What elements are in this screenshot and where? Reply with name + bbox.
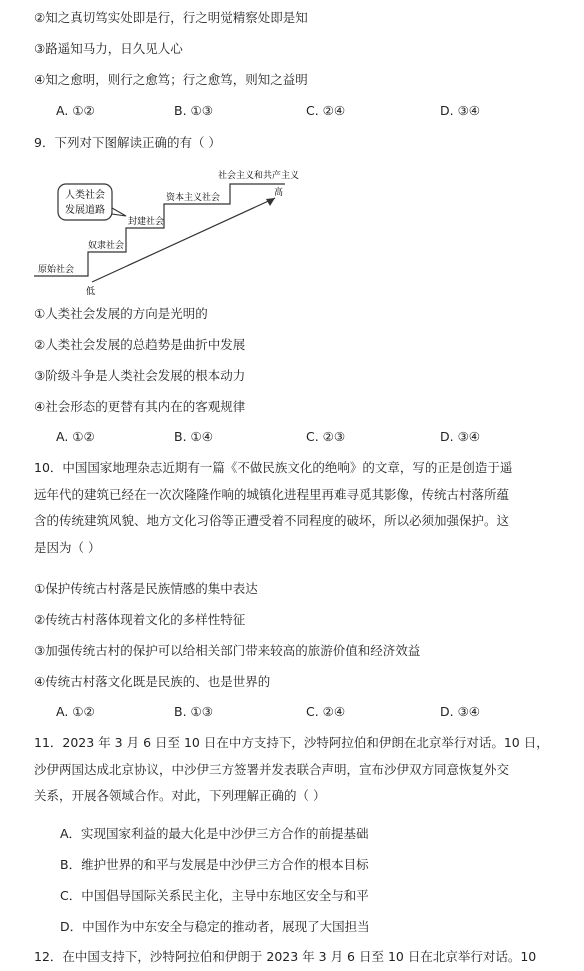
- q11-option-a[interactable]: A．实现国家利益的最大化是中沙伊三方合作的前提基础: [60, 826, 369, 841]
- q10-statement-4: ④传统古村落文化既是民族的、也是世界的: [34, 674, 271, 689]
- q9-statement-3: ③阶级斗争是人类社会发展的根本动力: [34, 368, 246, 383]
- q11-option-c[interactable]: C．中国倡导国际关系民主化，主导中东地区安全与和平: [60, 888, 369, 903]
- q8-statement-2: ②知之真切笃实处即是行，行之明觉精察处即是知: [34, 10, 308, 25]
- q10-option-b[interactable]: B. ①③: [174, 704, 213, 719]
- q10-stem-line-3: 含的传统建筑风貌、地方文化习俗等正遭受着不同程度的破坏，所以必须加强保护。这: [34, 513, 510, 528]
- q10-option-c[interactable]: C. ②④: [306, 704, 346, 719]
- low-label: 低: [86, 287, 96, 297]
- q10-option-d[interactable]: D. ③④: [440, 704, 480, 719]
- q8-option-c[interactable]: C. ②④: [306, 103, 346, 118]
- q9-statement-4: ④社会形态的更替有其内在的客观规律: [34, 399, 246, 414]
- q10-statement-3: ③加强传统古村的保护可以给相关部门带来较高的旅游价值和经济效益: [34, 643, 421, 658]
- q12-stem: 12．在中国支持下，沙特阿拉伯和伊朗于 2023 年 3 月 6 日至 10 日在北京举行对话。10: [34, 949, 537, 964]
- q10-stem: [34, 455, 556, 561]
- q9-option-b[interactable]: B. ①④: [174, 429, 213, 444]
- q11-stem-line-3: 关系，开展各领域合作。对此，下列理解正确的（ ）: [34, 788, 326, 803]
- q8-options: [56, 103, 556, 121]
- q10-stem-line-2: 远年代的建筑已经在一次次隆隆作响的城镇化进程里再难寻觅其影像，传统古村落所蕴: [34, 486, 510, 502]
- q11-stem: [34, 730, 556, 810]
- q11-stem-line-1: 11．2023 年 3 月 6 日至 10 日在中方支持下，沙特阿拉伯和伊朗在北京举行对话。10 日，: [34, 735, 549, 750]
- q9-statement-1: ①人类社会发展的方向是光明的: [34, 306, 208, 321]
- q9-stem: 9．下列对下图解读正确的有（ ）: [34, 135, 221, 150]
- q8-option-a[interactable]: A. ①②: [56, 103, 95, 118]
- bubble-text-1: 人类社会: [65, 190, 105, 201]
- bubble-text-2: 发展道路: [65, 205, 105, 216]
- high-label: 高: [274, 188, 284, 198]
- q10-stem-line-1: 10．中国国家地理杂志近期有一篇《不做民族文化的绝响》的文章，写的正是创造于遥: [34, 460, 513, 475]
- q10-statement-2: ②传统古村落体现着文化的多样性特征: [34, 612, 246, 627]
- stage-feudal: 封建社会: [128, 217, 165, 227]
- bubble-tail: [112, 208, 126, 216]
- q9-option-c[interactable]: C. ②③: [306, 429, 346, 444]
- stage-socialist-communist: 社会主义和共产主义: [218, 171, 300, 181]
- trend-arrow: [92, 198, 275, 282]
- stage-primitive: 原始社会: [38, 265, 75, 275]
- q8-statement-4: ④知之愈明，则行之愈笃；行之愈笃，则知之益明: [34, 72, 308, 87]
- q9-option-d[interactable]: D. ③④: [440, 429, 480, 444]
- q8-statement-3: ③路遥知马力，日久见人心: [34, 41, 183, 56]
- stage-capitalist: 资本主义社会: [166, 193, 221, 203]
- q8-option-b[interactable]: B. ①③: [174, 103, 213, 118]
- stage-slave: 奴隶社会: [88, 241, 125, 251]
- q11-option-b[interactable]: B．维护世界的和平与发展是中沙伊三方合作的根本目标: [60, 857, 369, 872]
- q10-stem-line-4: 是因为（ ）: [34, 539, 101, 555]
- q10-options: [56, 704, 556, 722]
- q9-statement-2: ②人类社会发展的总趋势是曲折中发展: [34, 337, 246, 352]
- q9-options: [56, 429, 556, 447]
- social-development-diagram: [30, 162, 300, 300]
- q9-option-a[interactable]: A. ①②: [56, 429, 95, 444]
- q10-option-a[interactable]: A. ①②: [56, 704, 95, 719]
- q8-option-d[interactable]: D. ③④: [440, 103, 480, 118]
- q11-stem-line-2: 沙伊两国达成北京协议，中沙伊三方签署并发表联合声明，宣布沙伊双方同意恢复外交: [34, 761, 510, 777]
- q11-option-d[interactable]: D．中国作为中东安全与稳定的推动者，展现了大国担当: [60, 919, 370, 934]
- q10-statement-1: ①保护传统古村落是民族情感的集中表达: [34, 581, 258, 596]
